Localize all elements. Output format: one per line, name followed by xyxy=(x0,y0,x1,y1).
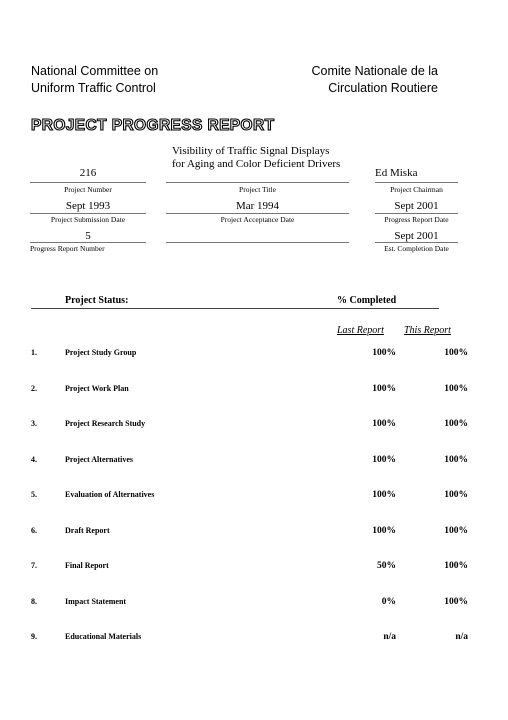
status-row-last-report: 100% xyxy=(372,525,396,536)
this-report-column-header: This Report xyxy=(404,325,451,336)
status-row-this-report: 100% xyxy=(444,454,468,465)
rule xyxy=(30,182,146,183)
project-title-label: Project Title xyxy=(239,185,276,194)
committee-name-english xyxy=(31,63,158,97)
status-row xyxy=(0,597,508,611)
status-row-label: Project Work Plan xyxy=(65,383,129,393)
acceptance-date-value: Mar 1994 xyxy=(235,200,280,212)
progress-report-date-value: Sept 2001 xyxy=(394,200,439,212)
status-row-label: Evaluation of Alternatives xyxy=(65,490,155,499)
status-row xyxy=(0,561,508,575)
status-row xyxy=(0,455,508,469)
status-row-this-report: 100% xyxy=(444,383,468,394)
status-row-number: 4. xyxy=(31,454,37,464)
report-title-text: PROJECT PROGRESS REPORT xyxy=(31,117,275,134)
status-row-label: Educational Materials xyxy=(65,632,142,641)
status-row-this-report: 100% xyxy=(444,419,468,429)
status-row-label: Project Research Study xyxy=(65,419,146,428)
status-row-number: 8. xyxy=(31,596,37,606)
project-number-label: Project Number xyxy=(64,185,112,194)
project-chairman-label: Project Chairman xyxy=(390,185,443,194)
committee-name-en-line1: National Committee on xyxy=(31,64,159,78)
status-row-last-report: 100% xyxy=(372,348,396,358)
status-row-number: 5. xyxy=(31,490,37,499)
rule xyxy=(166,213,349,214)
rule xyxy=(375,242,458,243)
status-row-this-report: 100% xyxy=(444,525,468,536)
status-row-number: 1. xyxy=(31,348,37,357)
rule xyxy=(375,182,458,183)
rule xyxy=(166,242,349,243)
status-row xyxy=(0,490,508,504)
status-row xyxy=(0,632,508,646)
status-row xyxy=(0,384,508,398)
status-row-number: 7. xyxy=(31,561,37,570)
status-row-number: 3. xyxy=(31,419,37,428)
percent-completed-heading: % Completed xyxy=(337,295,397,306)
status-row-last-report: 100% xyxy=(372,419,396,429)
status-row xyxy=(0,526,508,540)
progress-report-number-value: 5 xyxy=(85,230,91,242)
status-row xyxy=(0,348,508,362)
status-row-this-report: 100% xyxy=(444,561,468,571)
progress-report-date-label: Progress Report Date xyxy=(384,215,449,224)
project-title-value: Visibility of Traffic Signal Displays for Aging and Color Deficient Drivers xyxy=(172,145,341,170)
status-row-number: 9. xyxy=(31,632,37,641)
status-row-last-report: 50% xyxy=(377,561,396,571)
committee-name-french xyxy=(300,63,438,97)
status-row-this-report: 100% xyxy=(444,348,468,358)
status-row-this-report: n/a xyxy=(455,632,468,642)
progress-report-number-label: Progress Report Number xyxy=(30,244,105,253)
status-row-last-report: 100% xyxy=(372,383,396,394)
status-row-label: Project Alternatives xyxy=(65,454,134,464)
status-row-last-report: 100% xyxy=(372,490,396,500)
rule xyxy=(375,213,458,214)
status-row-number: 2. xyxy=(31,383,37,393)
status-row-number: 6. xyxy=(31,525,37,535)
acceptance-date-label: Project Acceptance Date xyxy=(220,215,295,224)
rule xyxy=(30,213,146,214)
status-row-last-report: 100% xyxy=(372,454,396,465)
project-status-heading: Project Status: xyxy=(65,295,129,306)
committee-name-fr-line2: Circulation Routiere xyxy=(328,81,438,95)
status-rule xyxy=(31,308,439,309)
rule xyxy=(30,242,146,243)
project-number-value: 216 xyxy=(79,167,97,179)
status-row-label: Final Report xyxy=(65,561,109,570)
status-row-label: Draft Report xyxy=(65,525,110,535)
status-row xyxy=(0,419,508,433)
status-row-this-report: 100% xyxy=(444,490,468,500)
report-title xyxy=(31,113,281,135)
status-row-last-report: 0% xyxy=(381,596,396,607)
committee-name-en-line2: Uniform Traffic Control xyxy=(31,81,156,95)
status-row-label: Impact Statement xyxy=(65,596,127,606)
submission-date-value: Sept 1993 xyxy=(65,200,111,212)
last-report-column-header: Last Report xyxy=(337,325,384,336)
project-chairman-value: Ed Miska xyxy=(375,167,418,179)
status-row-label: Project Study Group xyxy=(65,348,137,357)
committee-name-fr-line1: Comite Nationale de la xyxy=(311,64,438,78)
rule xyxy=(166,182,349,183)
status-row-this-report: 100% xyxy=(444,596,468,607)
est-completion-date-value: Sept 2001 xyxy=(394,230,439,242)
status-row-last-report: n/a xyxy=(383,632,396,642)
est-completion-date-label: Est. Completion Date xyxy=(384,244,449,253)
submission-date-label: Project Submission Date xyxy=(50,215,126,224)
